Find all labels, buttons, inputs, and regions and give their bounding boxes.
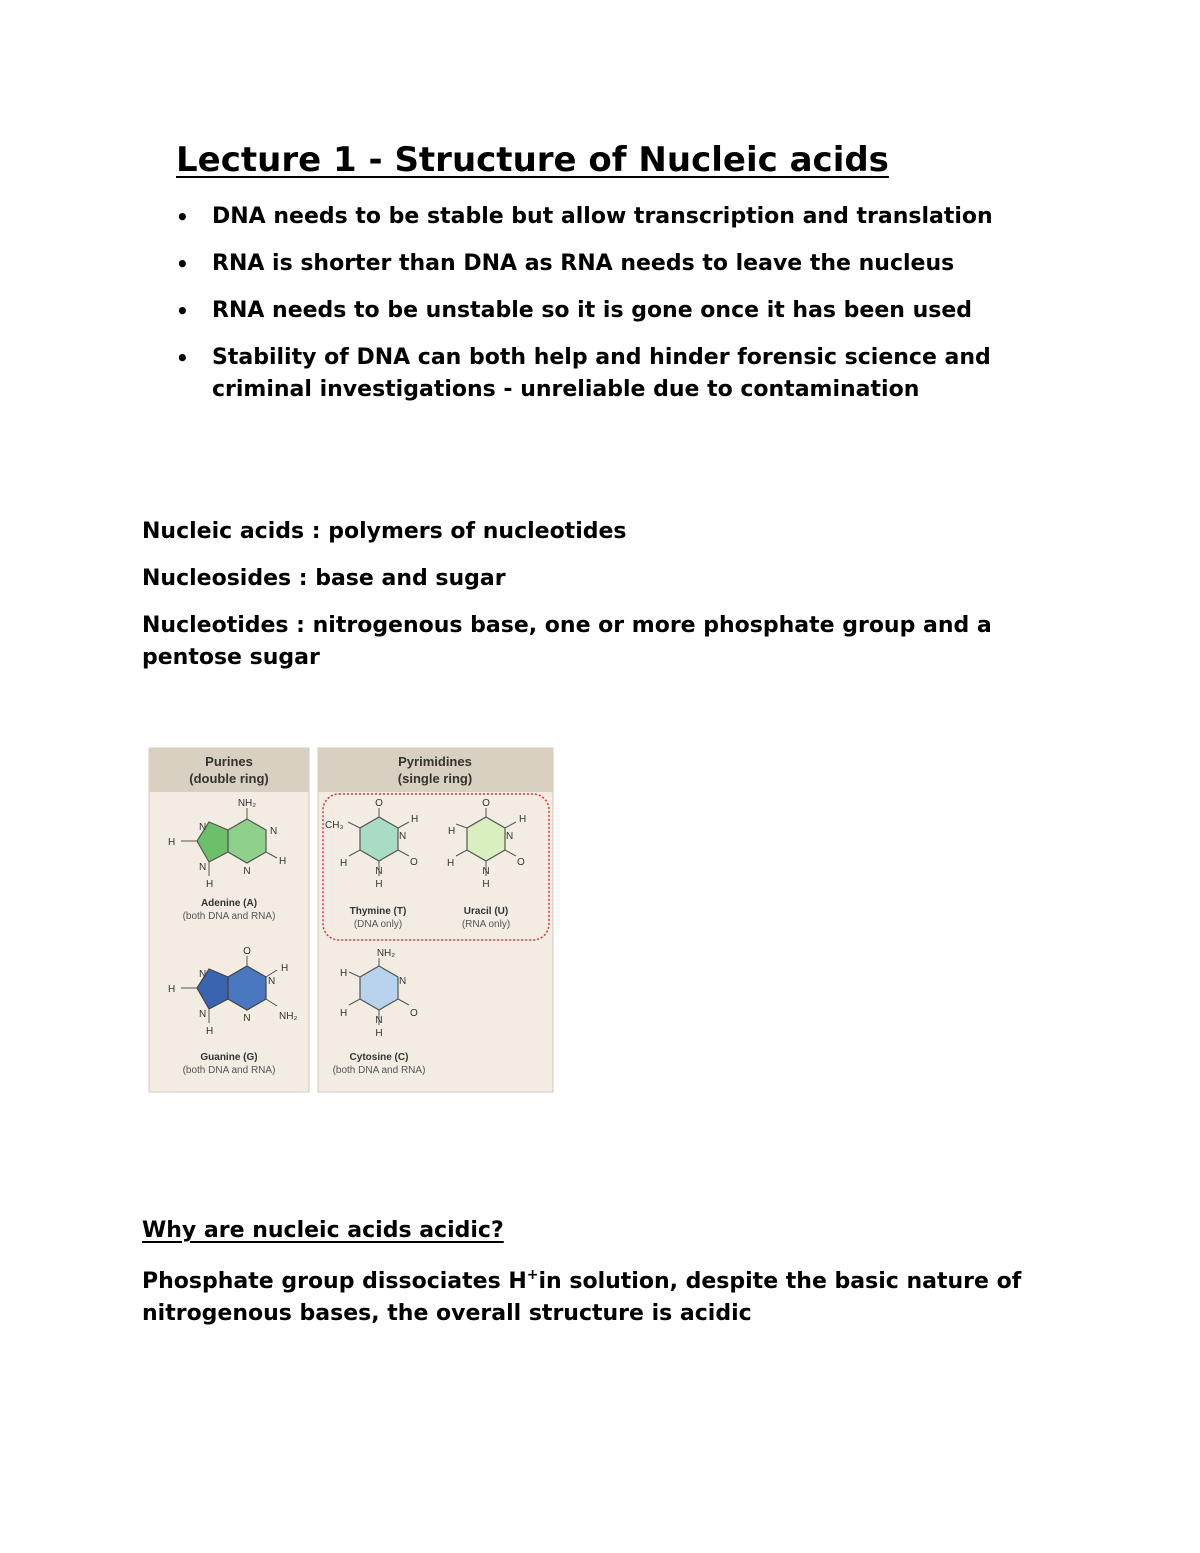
answer-paragraph [142, 1266, 1072, 1330]
cytosine-name: Cytosine (C) [349, 1052, 409, 1063]
atom-label: N [199, 1009, 207, 1020]
definitions [142, 516, 1072, 689]
nitrogenous-bases-figure [143, 744, 563, 1097]
adenine-note: (both DNA and RNA) [182, 911, 276, 922]
atom-label: H [375, 1028, 383, 1039]
atom-label: N [243, 866, 251, 877]
atom-label: N [199, 822, 207, 833]
atom-label: H [340, 858, 348, 869]
bullet-item [176, 342, 1076, 406]
bullet-dot: • [176, 252, 189, 276]
bullet-dot: • [176, 299, 189, 323]
atom-label: N [375, 1015, 383, 1026]
atom-label: N [270, 826, 278, 837]
section-heading: Why are nucleic acids acidic? [142, 1218, 504, 1243]
atom-label: N [375, 866, 383, 877]
atom-label: N [506, 831, 514, 842]
page-title: Lecture 1 - Structure of Nucleic acids [176, 140, 889, 180]
pyrimidines-header: Pyrimidines [398, 754, 472, 769]
uracil-note: (RNA only) [461, 919, 511, 930]
atom-label: N [482, 866, 490, 877]
atom-label: N [399, 976, 407, 987]
guanine-name: Guanine (G) [200, 1052, 258, 1063]
bullet-text: Stability of DNA can both help and hinder forensic science and criminal investigations - unreliable due to contamination [212, 345, 991, 402]
atom-label: O [375, 798, 383, 809]
atom-label: NH₂ [237, 798, 257, 809]
definition-nucleic-acids: Nucleic acids : polymers of nucleotides [142, 519, 627, 544]
atom-label: CH₃ [325, 820, 344, 831]
atom-label: H [519, 814, 527, 825]
atom-label: H [206, 879, 214, 890]
atom-label: O [410, 1008, 418, 1019]
atom-label: N [268, 976, 276, 987]
bullet-item [176, 201, 1076, 233]
adenine-name: Adenine (A) [200, 898, 258, 909]
atom-label: H [281, 963, 289, 974]
atom-label: H [448, 826, 456, 837]
atom-label: H [168, 837, 176, 848]
cytosine-note: (both DNA and RNA) [332, 1065, 426, 1076]
atom-label: H [340, 1008, 348, 1019]
bullet-text: DNA needs to be stable but allow transcription and translation [212, 204, 993, 229]
thymine-name: Thymine (T) [349, 906, 407, 917]
atom-label: H [168, 984, 176, 995]
atom-label: N [199, 862, 207, 873]
atom-label: O [243, 946, 251, 957]
answer-text-start: Phosphate group dissociates H [142, 1269, 527, 1294]
bullet-item [176, 248, 1076, 280]
atom-label: H [340, 968, 348, 979]
atom-label: N [199, 969, 207, 980]
thymine-note: (DNA only) [353, 919, 403, 930]
atom-label: H [206, 1026, 214, 1037]
definition-nucleotides: Nucleotides : nitrogenous base, one or more phosphate group and a pentose sugar [142, 613, 992, 670]
bases-diagram [143, 744, 563, 1097]
atom-label: NH₂ [376, 948, 396, 959]
atom-label: H [279, 856, 287, 867]
bullet-dot: • [176, 346, 189, 370]
bullet-text: RNA needs to be unstable so it is gone once it has been used [212, 298, 973, 323]
pyrimidines-subheader: (single ring) [397, 771, 473, 786]
answer-text-end: in solution, despite the basic nature of nitrogenous bases, the overall structure is acidic [142, 1269, 1022, 1326]
atom-label: O [410, 857, 418, 868]
bullet-item [176, 295, 1076, 327]
atom-label: H [375, 879, 383, 890]
guanine-note: (both DNA and RNA) [182, 1065, 276, 1076]
bullet-dot: • [176, 205, 189, 229]
atom-label: N [243, 1013, 251, 1024]
uracil-name: Uracil (U) [463, 906, 509, 917]
atom-label: NH₂ [279, 1011, 298, 1022]
purines-subheader: (double ring) [189, 771, 269, 786]
atom-label: O [482, 798, 490, 809]
atom-label: O [517, 857, 525, 868]
bullet-text: RNA is shorter than DNA as RNA needs to leave the nucleus [212, 251, 955, 276]
purines-header: Purines [205, 754, 253, 769]
definition-nucleosides: Nucleosides : base and sugar [142, 566, 506, 591]
atom-label: H [411, 814, 419, 825]
atom-label: H [482, 879, 490, 890]
superscript-plus: + [526, 1267, 539, 1283]
bullet-list [176, 201, 1076, 421]
atom-label: N [399, 831, 407, 842]
atom-label: H [447, 858, 455, 869]
